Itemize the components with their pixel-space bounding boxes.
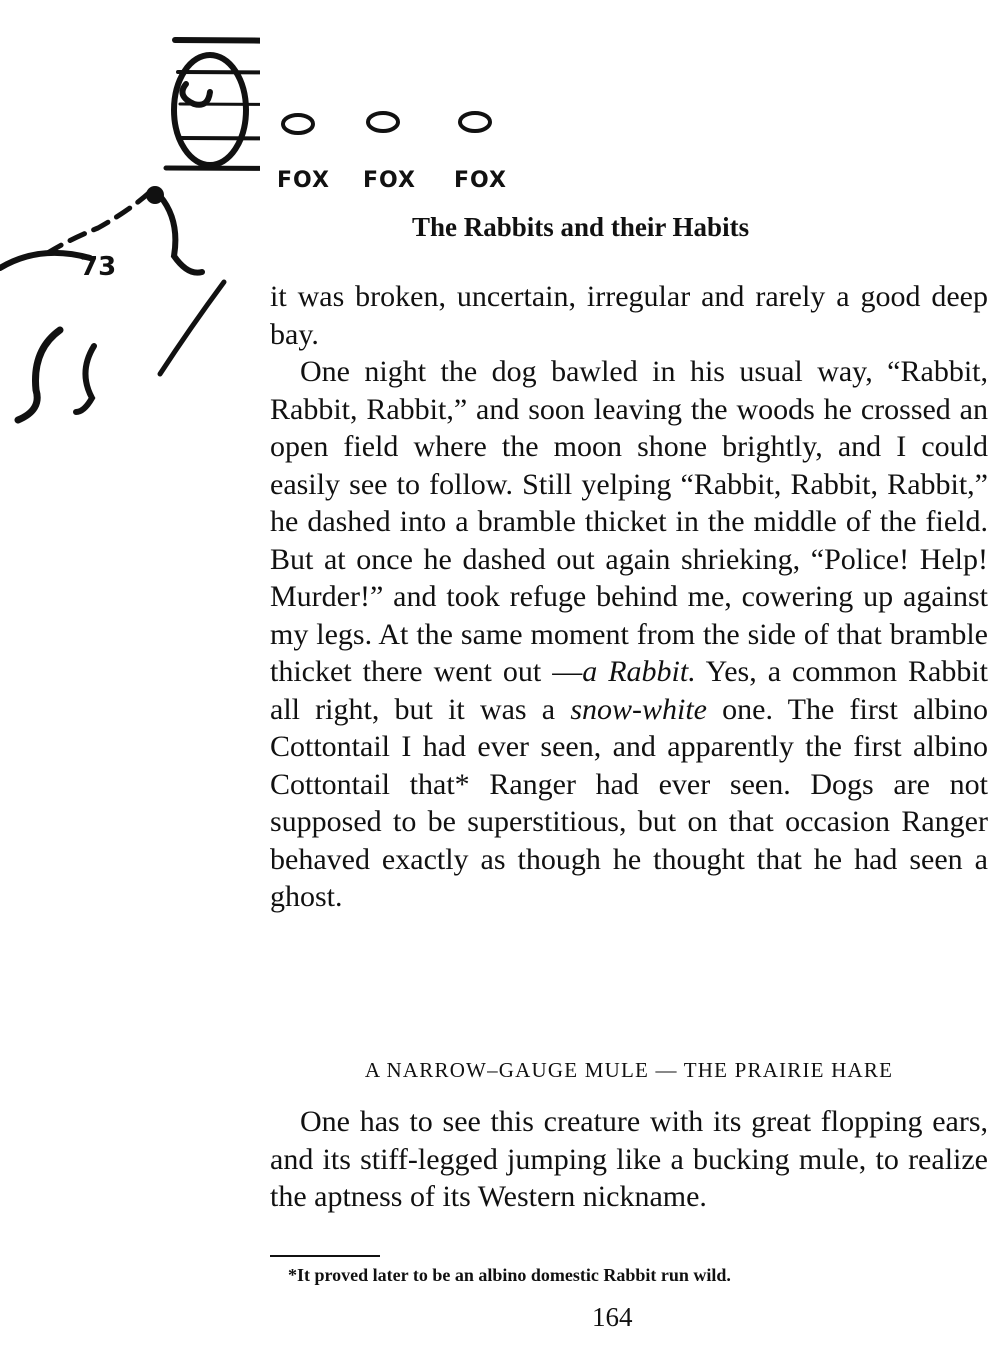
paragraph-text: One night the dog bawled in his usual way, “Rabbit, Rabbit, Rabbit,” and soon leaving the woods he crossed an open field where the moon shone brightly, and I could easily see to follow. Still yelping “Rabbit, Rabbit, Rabbit,” he dashed into a bramble thicket in the middle of the field. But at once he dashed out again shrieking, “Police! Help! Murder!” and took refuge behind me, cowering up against my legs. At the same moment from the side of that bramble thicket there went out — (270, 355, 988, 688)
paragraph-text: one. The first albino Cottontail I had ever seen, and apparently the first albino Cottontail that* Ranger had ever seen. Dogs are not supposed to be superstitious, but on that occasion Ranger behaved exactly as though he thought that he had seen a ghost. (270, 692, 988, 913)
emphasis-text: a Rabbit. (582, 655, 696, 688)
paragraph (270, 353, 988, 916)
page-number: 164 (592, 1302, 633, 1332)
section-paragraph (270, 1103, 988, 1216)
footnote-rule (270, 1255, 380, 1257)
footnote: *It proved later to be an albino domestic Rabbit run wild. (288, 1265, 731, 1285)
staff-note-icons (270, 100, 530, 140)
handwritten-mark: 73 (80, 252, 117, 282)
section-heading: A NARROW–GAUGE MULE — THE PRAIRIE HARE (364, 1058, 894, 1082)
paragraph: it was broken, uncertain, irregular and rarely a good deep bay. (270, 280, 988, 351)
running-head: The Rabbits and their Habits (412, 212, 750, 242)
fox-track-illustration (0, 0, 260, 440)
emphasis-text: snow-white (570, 692, 707, 726)
paragraph-text: Yes, a common Rabbit all right, but it was a (270, 655, 988, 726)
staff-label-fox: FOX (454, 168, 507, 193)
staff-label-fox: FOX (363, 168, 416, 193)
staff-label-fox: FOX (277, 168, 330, 193)
paragraph-text: One has to see this creature with its great flopping ears, and its stiff-legged jumping like a bucking mule, to realize the aptness of its Western nickname. (270, 1105, 988, 1213)
